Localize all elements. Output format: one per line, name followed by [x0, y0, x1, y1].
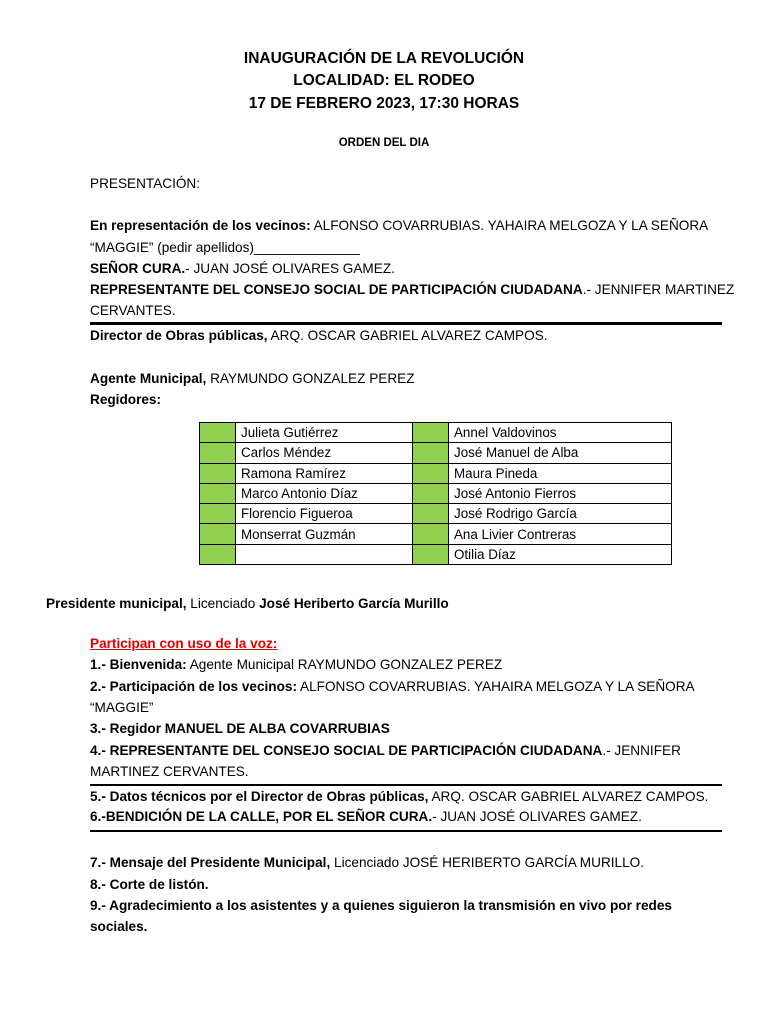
marker-cell [413, 544, 449, 564]
agenda-item-label: 5.- Datos técnicos por el Director de Obras públicas, [90, 789, 429, 804]
agenda-item-value: ALFONSO COVARRUBIAS. YAHAIRA MELGOZA Y LA SEÑORA [297, 679, 695, 694]
councillor-name: Monserrat Guzmán [236, 524, 413, 544]
neighbors-label: En representación de los vecinos: [90, 218, 311, 233]
councillor-name: José Manuel de Alba [449, 443, 672, 463]
councillor-name: Maura Pineda [449, 463, 672, 483]
marker-cell [413, 463, 449, 483]
council-label: REPRESENTANTE DEL CONSEJO SOCIAL DE PARTICIPACIÓN CIUDADANA [90, 282, 583, 297]
priest-line [90, 261, 395, 276]
table-row [200, 443, 672, 463]
mayor-label: Presidente municipal, [46, 596, 187, 611]
council-value: .- JENNIFER MARTINEZ [582, 282, 735, 297]
mayor-name: José Heriberto García Murillo [259, 596, 449, 611]
agenda-item-9: 9.- Agradecimiento a los asistentes y a quienes siguieron la transmisión en vivo por redes [90, 898, 672, 913]
councillors-label: Regidores: [90, 392, 162, 407]
agent-label: Agente Municipal, [90, 371, 207, 386]
agenda-item-5 [90, 789, 708, 804]
table-row [200, 483, 672, 503]
agenda-item-2-cont: “MAGGIE” [90, 700, 154, 715]
agenda-item-2 [90, 679, 695, 694]
council-line-cont: CERVANTES. [90, 303, 176, 318]
councillor-name: Julieta Gutiérrez [236, 423, 413, 443]
event-title: INAUGURACIÓN DE LA REVOLUCIÓN [243, 50, 525, 67]
agent-value: RAYMUNDO GONZALEZ PEREZ [206, 371, 415, 386]
agenda-item-7 [90, 855, 644, 870]
table-row [200, 463, 672, 483]
table-row [200, 544, 672, 564]
marker-cell [413, 483, 449, 503]
mayor-title: Licenciado [186, 596, 260, 611]
agent-line [90, 371, 415, 386]
marker-cell [200, 544, 236, 564]
table-row [200, 524, 672, 544]
agenda-item-label: 4.- REPRESENTANTE DEL CONSEJO SOCIAL DE PARTICIPACIÓN CIUDADANA [90, 743, 603, 758]
divider-line [90, 322, 722, 325]
marker-cell [200, 524, 236, 544]
agenda-item-label: 1.- Bienvenida: [90, 657, 187, 672]
councillor-name [236, 544, 413, 564]
councillor-name: Ana Livier Contreras [449, 524, 672, 544]
councillor-name: Florencio Figueroa [236, 504, 413, 524]
event-datetime: 17 DE FEBRERO 2023, 17:30 HORAS [248, 95, 520, 112]
agenda-item-label: 6.-BENDICIÓN DE LA CALLE, POR EL SEÑOR CURA. [90, 809, 433, 824]
agenda-item-4 [90, 743, 681, 758]
agenda-item-label: 7.- Mensaje del Presidente Municipal, [90, 855, 331, 870]
public-works-label: Director de Obras públicas, [90, 328, 268, 343]
marker-cell [200, 423, 236, 443]
councillors-table [199, 422, 672, 565]
locality: LOCALIDAD: EL RODEO [293, 72, 475, 89]
agenda-item-6 [90, 809, 642, 824]
agenda-item-4-cont: MARTINEZ CERVANTES. [90, 764, 249, 779]
presentation-heading: PRESENTACIÓN: [90, 176, 201, 191]
agenda-item-9-cont: sociales. [90, 919, 148, 934]
public-works-value: ARQ. OSCAR GABRIEL ALVAREZ CAMPOS. [267, 328, 548, 343]
marker-cell [200, 483, 236, 503]
agenda-item-1 [90, 657, 502, 672]
table-row [200, 504, 672, 524]
councillor-name: José Rodrigo García [449, 504, 672, 524]
councillor-name: Otilia Díaz [449, 544, 672, 564]
councillor-name: Carlos Méndez [236, 443, 413, 463]
marker-cell [413, 443, 449, 463]
priest-label: SEÑOR CURA. [90, 261, 186, 276]
divider-line [90, 784, 722, 786]
agenda-item-value: ARQ. OSCAR GABRIEL ALVAREZ CAMPOS. [428, 789, 709, 804]
table-row [200, 423, 672, 443]
marker-cell [200, 504, 236, 524]
neighbors-value: ALFONSO COVARRUBIAS. YAHAIRA MELGOZA Y LA SEÑORA [310, 218, 709, 233]
marker-cell [200, 463, 236, 483]
priest-value: - JUAN JOSÉ OLIVARES GAMEZ. [185, 261, 395, 276]
agenda-item-value: .- JENNIFER [602, 743, 681, 758]
neighbors-line [90, 218, 708, 233]
order-of-day-heading: ORDEN DEL DIA [338, 137, 430, 149]
agenda-item-8: 8.- Corte de listón. [90, 877, 209, 892]
marker-cell [413, 504, 449, 524]
agenda-item-value: - JUAN JOSÉ OLIVARES GAMEZ. [432, 809, 642, 824]
neighbors-line-cont: “MAGGIE” (pedir apellidos)______________ [90, 240, 360, 255]
marker-cell [413, 423, 449, 443]
councillor-name: Ramona Ramírez [236, 463, 413, 483]
council-line [90, 282, 734, 297]
agenda-item-label: 2.- Participación de los vecinos: [90, 679, 297, 694]
marker-cell [413, 524, 449, 544]
councillor-name: Annel Valdovinos [449, 423, 672, 443]
councillor-name: Marco Antonio Díaz [236, 483, 413, 503]
agenda-item-value: Agente Municipal RAYMUNDO GONZALEZ PEREZ [186, 657, 503, 672]
marker-cell [200, 443, 236, 463]
councillor-name: José Antonio Fierros [449, 483, 672, 503]
agenda-item-3: 3.- Regidor MANUEL DE ALBA COVARRUBIAS [90, 721, 390, 736]
agenda-item-value: Licenciado JOSÉ HERIBERTO GARCÍA MURILLO. [330, 855, 645, 870]
speakers-heading: Participan con uso de la voz: [90, 636, 278, 651]
divider-line [90, 830, 722, 832]
mayor-line [46, 596, 449, 611]
public-works-line [90, 328, 548, 343]
